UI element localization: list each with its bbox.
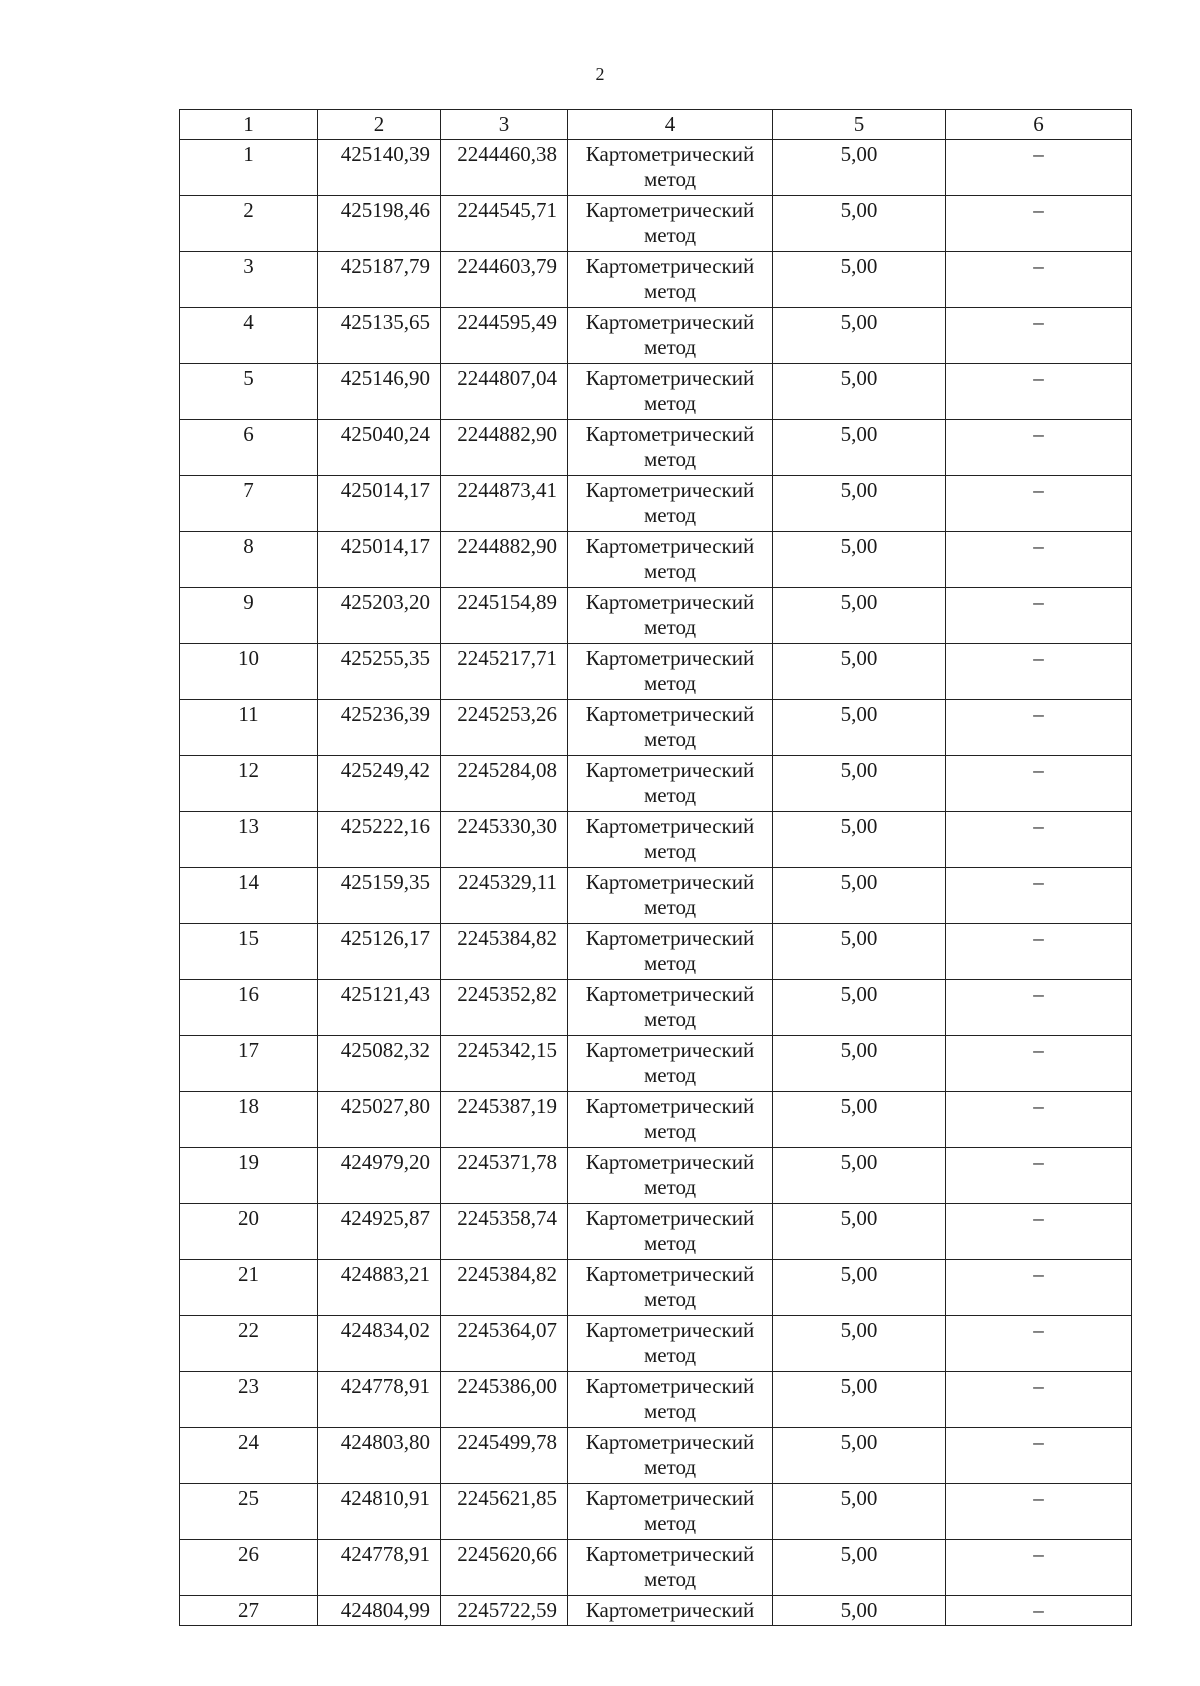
method-cell: Картометрический (568, 1596, 773, 1626)
coordinates-table (179, 109, 1132, 1626)
note-cell: – (946, 1204, 1132, 1260)
method-cell: Картометрический метод (568, 1036, 773, 1092)
note-cell: – (946, 700, 1132, 756)
method-cell: Картометрический метод (568, 1260, 773, 1316)
point-number-cell: 14 (180, 868, 318, 924)
table-row (180, 1260, 1132, 1316)
y-coordinate-cell: 2245371,78 (441, 1148, 568, 1204)
note-cell: – (946, 924, 1132, 980)
table-header (180, 110, 1132, 140)
x-coordinate-cell: 424834,02 (318, 1316, 441, 1372)
table-row (180, 1316, 1132, 1372)
point-number-cell: 23 (180, 1372, 318, 1428)
table-row (180, 1036, 1132, 1092)
point-number-cell: 6 (180, 420, 318, 476)
point-number-cell: 24 (180, 1428, 318, 1484)
y-coordinate-cell: 2244807,04 (441, 364, 568, 420)
header-cell-3: 3 (441, 110, 568, 140)
precision-cell: 5,00 (773, 1484, 946, 1540)
point-number-cell: 19 (180, 1148, 318, 1204)
precision-cell: 5,00 (773, 812, 946, 868)
point-number-cell: 26 (180, 1540, 318, 1596)
y-coordinate-cell: 2245284,08 (441, 756, 568, 812)
header-cell-2: 2 (318, 110, 441, 140)
note-cell: – (946, 140, 1132, 196)
precision-cell: 5,00 (773, 1260, 946, 1316)
point-number-cell: 27 (180, 1596, 318, 1626)
note-cell: – (946, 1036, 1132, 1092)
x-coordinate-cell: 425236,39 (318, 700, 441, 756)
page-number: 2 (595, 64, 605, 84)
y-coordinate-cell: 2245358,74 (441, 1204, 568, 1260)
table-row (180, 1148, 1132, 1204)
precision-cell: 5,00 (773, 476, 946, 532)
y-coordinate-cell: 2244603,79 (441, 252, 568, 308)
point-number-cell: 8 (180, 532, 318, 588)
note-cell: – (946, 532, 1132, 588)
x-coordinate-cell: 425146,90 (318, 364, 441, 420)
precision-cell: 5,00 (773, 1372, 946, 1428)
y-coordinate-cell: 2245253,26 (441, 700, 568, 756)
x-coordinate-cell: 425014,17 (318, 476, 441, 532)
y-coordinate-cell: 2245352,82 (441, 980, 568, 1036)
y-coordinate-cell: 2245722,59 (441, 1596, 568, 1626)
point-number-cell: 5 (180, 364, 318, 420)
y-coordinate-cell: 2244460,38 (441, 140, 568, 196)
table-row (180, 868, 1132, 924)
y-coordinate-cell: 2244595,49 (441, 308, 568, 364)
method-cell: Картометрический метод (568, 476, 773, 532)
note-cell: – (946, 1372, 1132, 1428)
note-cell: – (946, 1484, 1132, 1540)
y-coordinate-cell: 2245217,71 (441, 644, 568, 700)
method-cell: Картометрический метод (568, 1428, 773, 1484)
y-coordinate-cell: 2244882,90 (441, 420, 568, 476)
precision-cell: 5,00 (773, 308, 946, 364)
y-coordinate-cell: 2245621,85 (441, 1484, 568, 1540)
x-coordinate-cell: 425014,17 (318, 532, 441, 588)
method-cell: Картометрический метод (568, 364, 773, 420)
precision-cell: 5,00 (773, 700, 946, 756)
method-cell: Картометрический метод (568, 868, 773, 924)
table-row (180, 420, 1132, 476)
point-number-cell: 4 (180, 308, 318, 364)
precision-cell: 5,00 (773, 364, 946, 420)
precision-cell: 5,00 (773, 1036, 946, 1092)
table-row (180, 588, 1132, 644)
table-row (180, 812, 1132, 868)
y-coordinate-cell: 2245342,15 (441, 1036, 568, 1092)
x-coordinate-cell: 424810,91 (318, 1484, 441, 1540)
method-cell: Картометрический метод (568, 140, 773, 196)
header-row (180, 110, 1132, 140)
note-cell: – (946, 1316, 1132, 1372)
note-cell: – (946, 756, 1132, 812)
method-cell: Картометрический метод (568, 812, 773, 868)
precision-cell: 5,00 (773, 868, 946, 924)
point-number-cell: 3 (180, 252, 318, 308)
precision-cell: 5,00 (773, 196, 946, 252)
y-coordinate-cell: 2244882,90 (441, 532, 568, 588)
method-cell: Картометрический метод (568, 1372, 773, 1428)
method-cell: Картометрический метод (568, 924, 773, 980)
note-cell: – (946, 1092, 1132, 1148)
table-row (180, 364, 1132, 420)
table-row (180, 1372, 1132, 1428)
point-number-cell: 25 (180, 1484, 318, 1540)
table-row (180, 1204, 1132, 1260)
y-coordinate-cell: 2245154,89 (441, 588, 568, 644)
y-coordinate-cell: 2245386,00 (441, 1372, 568, 1428)
x-coordinate-cell: 424979,20 (318, 1148, 441, 1204)
method-cell: Картометрический метод (568, 1204, 773, 1260)
header-cell-4: 4 (568, 110, 773, 140)
header-cell-6: 6 (946, 110, 1132, 140)
table-row (180, 700, 1132, 756)
table-row (180, 1596, 1132, 1626)
note-cell: – (946, 588, 1132, 644)
x-coordinate-cell: 425126,17 (318, 924, 441, 980)
method-cell: Картометрический метод (568, 588, 773, 644)
point-number-cell: 9 (180, 588, 318, 644)
x-coordinate-cell: 425159,35 (318, 868, 441, 924)
x-coordinate-cell: 424925,87 (318, 1204, 441, 1260)
note-cell: – (946, 308, 1132, 364)
precision-cell: 5,00 (773, 532, 946, 588)
x-coordinate-cell: 425255,35 (318, 644, 441, 700)
x-coordinate-cell: 425198,46 (318, 196, 441, 252)
x-coordinate-cell: 424804,99 (318, 1596, 441, 1626)
precision-cell: 5,00 (773, 924, 946, 980)
x-coordinate-cell: 425121,43 (318, 980, 441, 1036)
precision-cell: 5,00 (773, 252, 946, 308)
method-cell: Картометрический метод (568, 1092, 773, 1148)
y-coordinate-cell: 2245329,11 (441, 868, 568, 924)
point-number-cell: 17 (180, 1036, 318, 1092)
x-coordinate-cell: 425082,32 (318, 1036, 441, 1092)
table-row (180, 1540, 1132, 1596)
table-row (180, 1428, 1132, 1484)
x-coordinate-cell: 425249,42 (318, 756, 441, 812)
method-cell: Картометрический метод (568, 196, 773, 252)
precision-cell: 5,00 (773, 756, 946, 812)
precision-cell: 5,00 (773, 1596, 946, 1626)
point-number-cell: 7 (180, 476, 318, 532)
y-coordinate-cell: 2245364,07 (441, 1316, 568, 1372)
y-coordinate-cell: 2244873,41 (441, 476, 568, 532)
point-number-cell: 11 (180, 700, 318, 756)
x-coordinate-cell: 424778,91 (318, 1372, 441, 1428)
y-coordinate-cell: 2245330,30 (441, 812, 568, 868)
note-cell: – (946, 1596, 1132, 1626)
precision-cell: 5,00 (773, 1148, 946, 1204)
point-number-cell: 10 (180, 644, 318, 700)
method-cell: Картометрический метод (568, 644, 773, 700)
point-number-cell: 15 (180, 924, 318, 980)
precision-cell: 5,00 (773, 588, 946, 644)
precision-cell: 5,00 (773, 140, 946, 196)
x-coordinate-cell: 425027,80 (318, 1092, 441, 1148)
note-cell: – (946, 476, 1132, 532)
method-cell: Картометрический метод (568, 1540, 773, 1596)
point-number-cell: 22 (180, 1316, 318, 1372)
x-coordinate-cell: 424883,21 (318, 1260, 441, 1316)
y-coordinate-cell: 2244545,71 (441, 196, 568, 252)
table-row (180, 140, 1132, 196)
precision-cell: 5,00 (773, 1204, 946, 1260)
table-row (180, 196, 1132, 252)
note-cell: – (946, 1540, 1132, 1596)
method-cell: Картометрический метод (568, 420, 773, 476)
table-row (180, 980, 1132, 1036)
x-coordinate-cell: 424803,80 (318, 1428, 441, 1484)
point-number-cell: 16 (180, 980, 318, 1036)
x-coordinate-cell: 425040,24 (318, 420, 441, 476)
table-body (180, 140, 1132, 1626)
note-cell: – (946, 1148, 1132, 1204)
table-row (180, 756, 1132, 812)
x-coordinate-cell: 425135,65 (318, 308, 441, 364)
method-cell: Картометрический метод (568, 308, 773, 364)
table-row (180, 924, 1132, 980)
point-number-cell: 1 (180, 140, 318, 196)
x-coordinate-cell: 425187,79 (318, 252, 441, 308)
point-number-cell: 21 (180, 1260, 318, 1316)
x-coordinate-cell: 425203,20 (318, 588, 441, 644)
note-cell: – (946, 868, 1132, 924)
precision-cell: 5,00 (773, 1428, 946, 1484)
method-cell: Картометрический метод (568, 532, 773, 588)
point-number-cell: 18 (180, 1092, 318, 1148)
point-number-cell: 2 (180, 196, 318, 252)
method-cell: Картометрический метод (568, 1316, 773, 1372)
point-number-cell: 13 (180, 812, 318, 868)
table-row (180, 532, 1132, 588)
precision-cell: 5,00 (773, 644, 946, 700)
precision-cell: 5,00 (773, 1540, 946, 1596)
method-cell: Картометрический метод (568, 980, 773, 1036)
table-row (180, 308, 1132, 364)
y-coordinate-cell: 2245384,82 (441, 924, 568, 980)
table-row (180, 476, 1132, 532)
note-cell: – (946, 364, 1132, 420)
precision-cell: 5,00 (773, 1316, 946, 1372)
y-coordinate-cell: 2245384,82 (441, 1260, 568, 1316)
y-coordinate-cell: 2245499,78 (441, 1428, 568, 1484)
point-number-cell: 20 (180, 1204, 318, 1260)
note-cell: – (946, 644, 1132, 700)
x-coordinate-cell: 425140,39 (318, 140, 441, 196)
method-cell: Картометрический метод (568, 756, 773, 812)
note-cell: – (946, 1260, 1132, 1316)
point-number-cell: 12 (180, 756, 318, 812)
header-cell-1: 1 (180, 110, 318, 140)
table-row (180, 1484, 1132, 1540)
note-cell: – (946, 812, 1132, 868)
method-cell: Картометрический метод (568, 700, 773, 756)
table-row (180, 1092, 1132, 1148)
x-coordinate-cell: 425222,16 (318, 812, 441, 868)
note-cell: – (946, 252, 1132, 308)
precision-cell: 5,00 (773, 420, 946, 476)
header-cell-5: 5 (773, 110, 946, 140)
method-cell: Картометрический метод (568, 1148, 773, 1204)
method-cell: Картометрический метод (568, 1484, 773, 1540)
note-cell: – (946, 420, 1132, 476)
note-cell: – (946, 1428, 1132, 1484)
table-row (180, 644, 1132, 700)
precision-cell: 5,00 (773, 980, 946, 1036)
note-cell: – (946, 980, 1132, 1036)
y-coordinate-cell: 2245620,66 (441, 1540, 568, 1596)
table-row (180, 252, 1132, 308)
x-coordinate-cell: 424778,91 (318, 1540, 441, 1596)
note-cell: – (946, 196, 1132, 252)
precision-cell: 5,00 (773, 1092, 946, 1148)
y-coordinate-cell: 2245387,19 (441, 1092, 568, 1148)
method-cell: Картометрический метод (568, 252, 773, 308)
